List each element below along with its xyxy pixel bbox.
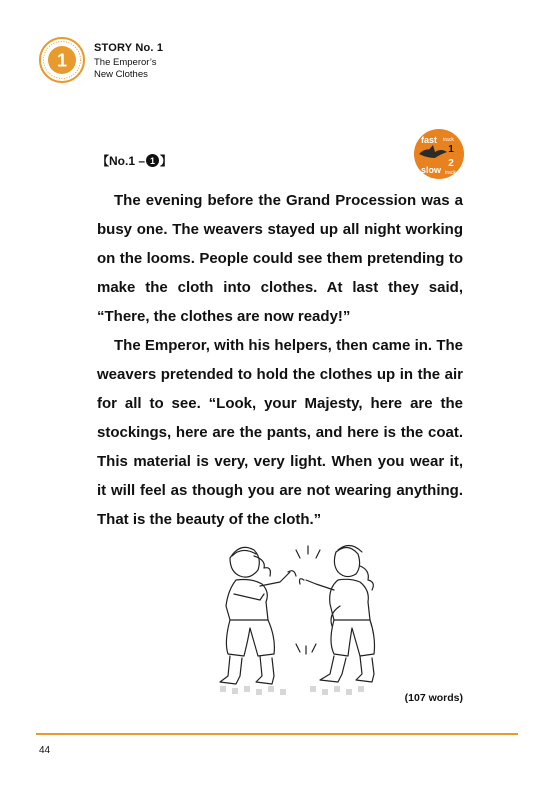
weavers-illustration-icon (200, 536, 385, 704)
slow-track-number: 2 (448, 158, 454, 169)
fast-track-number: 1 (448, 144, 454, 155)
story-header (38, 36, 238, 86)
story-label: STORY No. 1 (94, 42, 164, 54)
audio-track-badge[interactable] (413, 128, 465, 180)
section-marker-open: 【No.1 – (97, 154, 146, 168)
word-count: (107 words) (404, 692, 463, 704)
track-label-top: track (443, 137, 454, 143)
footer-rule (36, 733, 518, 735)
track-label-bottom: track (445, 170, 456, 176)
story-body (97, 186, 463, 534)
story-title-line2: New Clothes (94, 69, 148, 80)
fast-label: fast (421, 135, 438, 145)
section-marker-close: 】 (160, 154, 173, 168)
paragraph-1: The evening before the Grand Procession was a busy one. The weavers stayed up all night working on the looms. People could see them pretending to make the cloth into clothes. At last they said, “There, the clothes are now ready!” (97, 192, 463, 325)
story-title-line1: The Emperor’s (94, 57, 157, 68)
slow-label: slow (421, 165, 442, 175)
paragraph-2: The Emperor, with his helpers, then came in. The weavers pretended to hold the clothes up in the air for all to see. “Look, your Majesty, here are the stockings, here are the pants, and here is the coat. This material is very, very light. When you wear it, it will feel as though you are not wearing anything. That is the beauty of the cloth.” (97, 337, 463, 528)
page-number: 44 (39, 745, 51, 756)
story-number-text: 1 (56, 50, 68, 71)
story-number-badge-icon (38, 36, 86, 84)
section-number-circle: 1 (146, 154, 159, 167)
section-marker (97, 152, 172, 169)
